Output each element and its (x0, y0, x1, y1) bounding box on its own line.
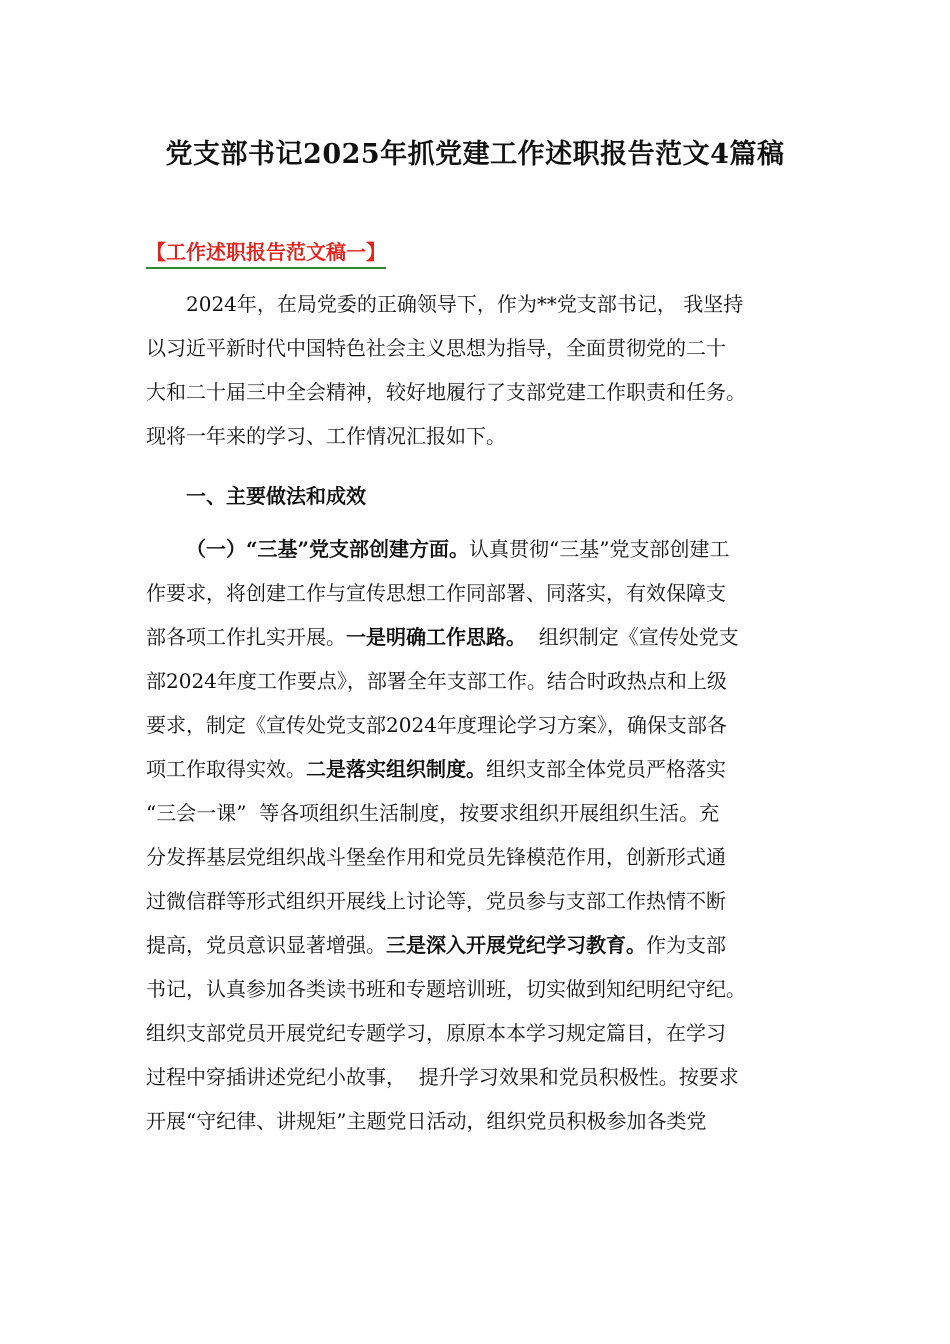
paragraph-line: 开展“守纪律、讲规矩”主题党日活动，组织党员积极参加各类党 (146, 1109, 707, 1133)
paragraph-line: 过微信群等形式组织开展线上讨论等，党员参与支部工作热情不断 (146, 889, 726, 913)
intro-paragraph (146, 282, 828, 458)
paragraph-line: “三会一课” 等各项组织生活制度，按要求组织开展组织生活。充 (146, 801, 720, 825)
paragraph-line (146, 615, 828, 659)
point-bold: 二是落实组织制度。 (306, 757, 486, 781)
paragraph-line: 组织支部党员开展党纪专题学习，原原本本学习规定篇目，在学习 (146, 1021, 726, 1045)
document-title: 党支部书记2025年抓党建工作述职报告范文4篇稿 (165, 139, 785, 170)
paragraph-line (146, 747, 828, 791)
paragraph-text: 认真贯彻“三基”党支部创建工 (469, 537, 730, 561)
paragraph-text: 项工作取得实效。 (146, 757, 306, 781)
paragraph-text: 组织支部全体党员严格落实 (486, 757, 726, 781)
section-heading: 一、主要做法和成效 (186, 484, 366, 508)
paragraph-text: 提高，党员意识显著增强。 (146, 933, 386, 957)
point-bold: 一是明确工作思路。 (346, 625, 526, 649)
paragraph-text: 组织制定《宣传处党支 (526, 625, 739, 649)
subheading-bold: （一）“三基”党支部创建方面。 (186, 537, 470, 561)
intro-line: 大和二十届三中全会精神，较好地履行了支部党建工作职责和任务。 (146, 380, 746, 404)
paragraph-line (146, 923, 828, 967)
intro-line: 现将一年来的学习、工作情况汇报如下。 (146, 424, 506, 448)
paragraph-text: 部各项工作扎实开展。 (146, 625, 346, 649)
paragraph-line: 要求，制定《宣传处党支部2024年度理论学习方案》，确保支部各 (146, 713, 727, 737)
intro-line: 2024年，在局党委的正确领导下，作为**党支部书记， 我坚持 (186, 292, 744, 316)
section-tag: 【工作述职报告范文稿一】 (146, 236, 386, 269)
paragraph-line: 作要求，将创建工作与宣传思想工作同部署、同落实，有效保障支 (146, 581, 726, 605)
body-paragraph (146, 527, 828, 1143)
paragraph-line: 部2024年度工作要点》，部署全年支部工作。结合时政热点和上级 (146, 669, 727, 693)
paragraph-line (146, 527, 828, 571)
paragraph-line: 过程中穿插讲述党纪小故事， 提升学习效果和党员积极性。按要求 (146, 1065, 739, 1089)
paragraph-line: 分发挥基层党组织战斗堡垒作用和党员先锋模范作用，创新形式通 (146, 845, 726, 869)
paragraph-line: 书记，认真参加各类读书班和专题培训班，切实做到知纪明纪守纪。 (146, 977, 746, 1001)
intro-line: 以习近平新时代中国特色社会主义思想为指导，全面贯彻党的二十 (146, 336, 726, 360)
paragraph-text: 作为支部 (646, 933, 726, 957)
point-bold: 三是深入开展党纪学习教育。 (386, 933, 646, 957)
